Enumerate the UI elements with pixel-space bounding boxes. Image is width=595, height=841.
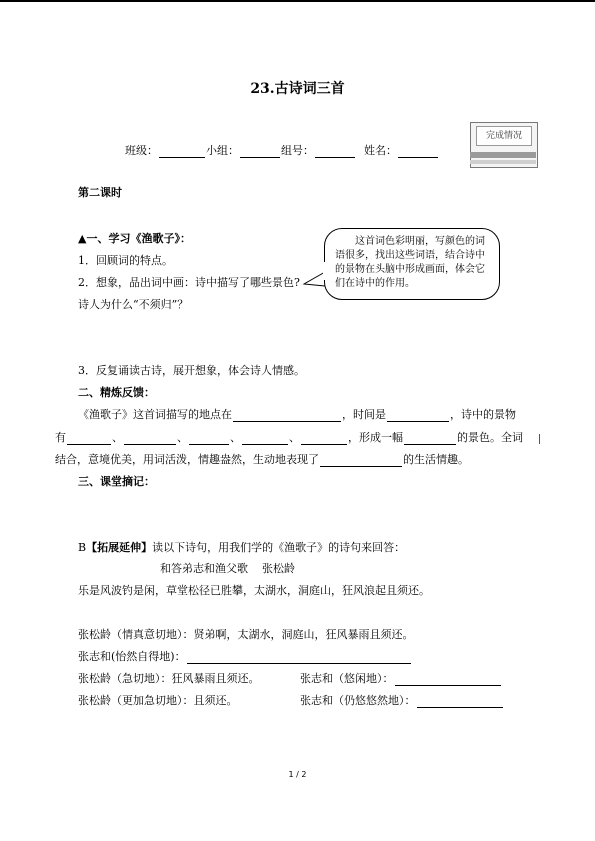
feedback-line1: 《渔歌子》这首词描写的地点在 ，时间是 ，诗中的景物 xyxy=(78,408,516,421)
blank-answer-3[interactable] xyxy=(417,695,503,708)
dialog-line3a: 张松龄（急切地）：狂风暴雨且须还。 xyxy=(78,672,260,685)
blank-scene-4[interactable] xyxy=(242,432,288,445)
section1-item3: 3．反复诵读古诗，展开想象，体会诗人情感。 xyxy=(78,364,305,377)
extension-b: B xyxy=(78,541,87,554)
completion-status-box xyxy=(470,122,538,168)
lesson-label: 第二课时 xyxy=(78,186,122,199)
blank-answer-1[interactable] xyxy=(187,651,411,664)
top-rule xyxy=(0,0,595,2)
page-number: 1 / 2 xyxy=(288,770,307,779)
extension-label: 【拓展延伸】 xyxy=(86,541,153,554)
completion-status-label: 完成情况 xyxy=(476,126,532,146)
blank-scene-2[interactable] xyxy=(124,432,176,445)
poem-author: 张松龄 xyxy=(262,562,295,575)
blank-time[interactable] xyxy=(387,409,449,422)
blank-scene-3[interactable] xyxy=(189,432,229,445)
blank-scene-1[interactable] xyxy=(67,432,111,445)
name-label: 姓名： xyxy=(364,144,397,157)
blank-place[interactable] xyxy=(233,409,341,422)
extension-intro: B【拓展延伸】读以下诗句，用我们学的《渔歌子》的诗句来回答： xyxy=(78,541,406,554)
dialog-line2: 张志和(怡然自得地)： xyxy=(78,650,412,664)
blank-answer-2[interactable] xyxy=(395,673,501,686)
dialog-line4b: 张志和（仍悠悠然地）： xyxy=(300,694,504,708)
group-label: 小组： xyxy=(206,144,239,157)
group-no-label: 组号： xyxy=(281,144,314,157)
section1-item1: 1．回顾词的特点。 xyxy=(78,254,173,267)
poem-text: 乐是风波钓是闲，草堂松径已胜攀，太湖水，洞庭山，狂风浪起且须还。 xyxy=(78,584,430,597)
poem-title: 和答弟志和渔父歌 张松龄 xyxy=(160,562,295,575)
group-no-blank[interactable] xyxy=(315,145,355,158)
class-label: 班级： xyxy=(125,144,158,157)
dialog-line4a: 张松龄（更加急切地）：且须还。 xyxy=(78,694,238,707)
blank-picture[interactable] xyxy=(404,432,456,445)
hint-bubble: 这首词色彩明丽，写颜色的词语很多，找出这些词语，结合诗中的景物在头脑中形成画面，体会它们在诗中的作用。 xyxy=(324,228,500,300)
dialog-line1: 张松龄（情真意切地）：贤弟啊，太湖水，洞庭山，狂风暴雨且须还。 xyxy=(78,628,414,641)
dialog-line3b: 张志和（悠闲地）： xyxy=(300,672,502,686)
section1-item2: 2．想象，品出词中画：诗中描写了哪些景色? xyxy=(78,276,300,289)
feedback-line3: 结合，意境优美，用词活泼，情趣盎然，生动地表现了 的生活情趣。 xyxy=(55,453,469,466)
feedback-line2: 有 、 、 、 、 ，形成一幅 的景色。全词 xyxy=(55,431,523,444)
blank-scene-5[interactable] xyxy=(301,432,347,445)
name-blank[interactable] xyxy=(398,145,438,158)
group-blank[interactable] xyxy=(240,145,280,158)
section1-item2b: 诗人为什么“不须归”？ xyxy=(78,298,189,311)
section1-heading: ▲一、学习《渔歌子》： xyxy=(78,232,191,245)
header-fields xyxy=(125,144,439,158)
page-title: 23.古诗词三首 xyxy=(250,81,345,97)
class-blank[interactable] xyxy=(159,145,205,158)
section2-heading: 二、精炼反馈： xyxy=(78,386,155,399)
blank-life[interactable] xyxy=(320,454,402,467)
section3-heading: 三、课堂摘记： xyxy=(78,475,155,488)
